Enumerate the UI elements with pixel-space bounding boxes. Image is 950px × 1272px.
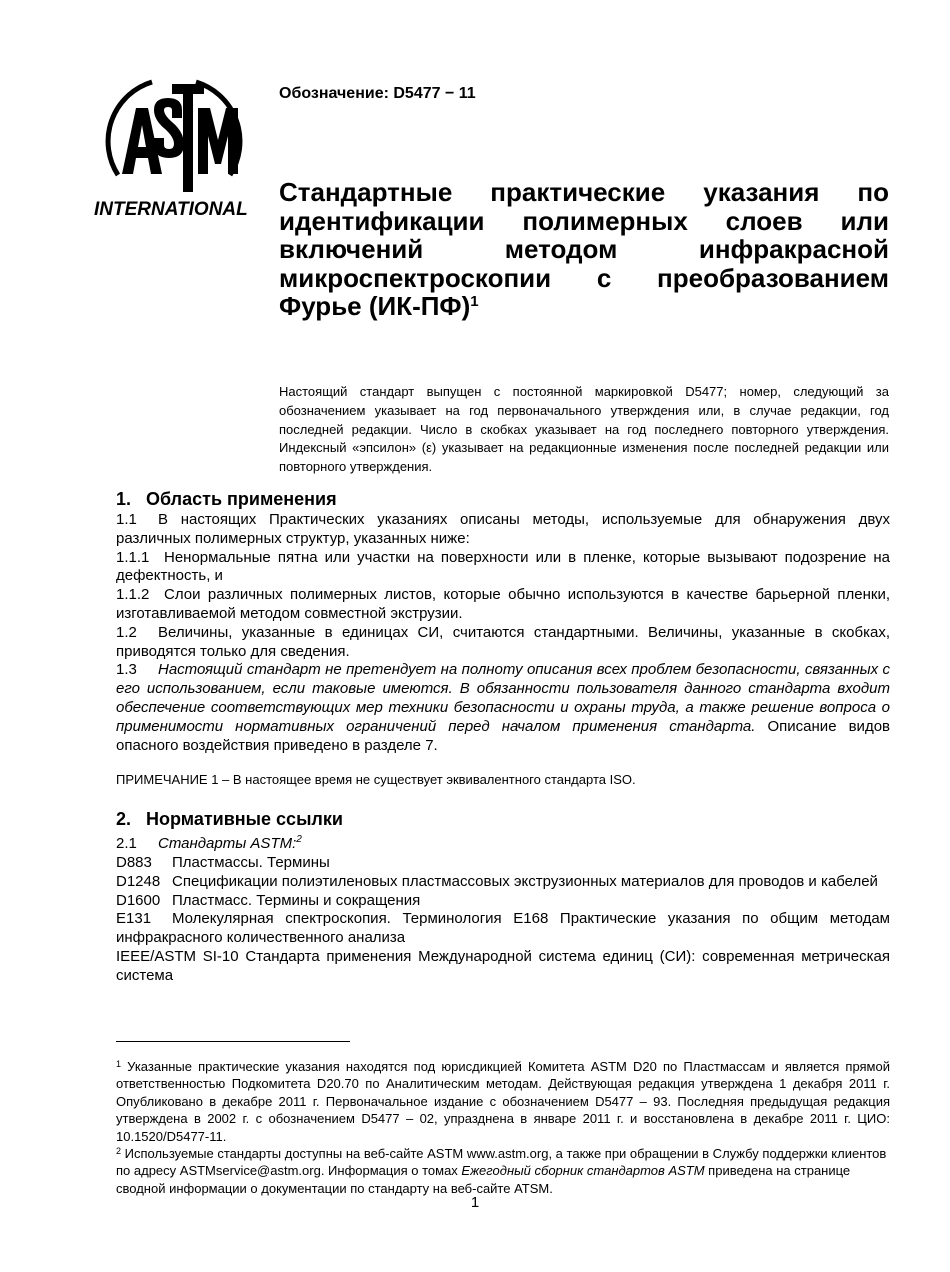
footnotes bbox=[116, 1058, 890, 1197]
paragraph-number: 1.1.1 bbox=[116, 548, 150, 566]
footnote-text: Используемые стандарты доступны на веб-сайте ASTM www.astm.org, а также при обращении в Службу поддержки клиентов по адресу ASTMservice@astm.org. Информация о томах bbox=[116, 1146, 887, 1179]
document-designation: Обозначение: D5477 − 11 bbox=[279, 85, 476, 102]
paragraph-text: Величины, указанные в единицах СИ, считаются стандартными. Величины, указанные в скобках, приводятся только для сведения. bbox=[116, 623, 890, 660]
reference-item bbox=[116, 910, 890, 948]
astm-international-logo bbox=[92, 70, 257, 220]
note-1: ПРИМЕЧАНИЕ 1 – В настоящее время не существует эквивалентного стандарта ISO. bbox=[116, 772, 636, 788]
logo-wordmark: INTERNATIONAL bbox=[94, 199, 248, 220]
paragraph-1-1-1 bbox=[116, 549, 890, 587]
reference-code[interactable]: D883 bbox=[116, 853, 152, 871]
paragraph-number: 1.2 bbox=[116, 623, 137, 641]
standard-notice: Настоящий стандарт выпущен с постоянной маркировкой D5477; номер, следующий за обозначением указывает на год первоначального утверждения или, в случае редакции, год последней редакции. Число в скобках указывает на год последнего повторного утверждения. Индексный «эпсилон» (ε) указывает на редакционные изменения после последней редакции или повторного утверждения. bbox=[279, 384, 889, 475]
reference-code[interactable]: D1600 bbox=[116, 891, 161, 909]
paragraph-text: Ненормальные пятна или участки на поверхности или в пленке, которые вызывают подозрение на дефектность, и bbox=[116, 548, 890, 585]
document-title bbox=[279, 178, 889, 321]
paragraph-number: 1.1.2 bbox=[116, 586, 150, 604]
section-1-number: 1. bbox=[116, 489, 132, 509]
paragraph-text: Описание видов опасного воздействия приведено в разделе 7. bbox=[116, 717, 891, 754]
footnote-text: приведена на странице сводной информации о документации по стандарту на веб-сайте ATSM. bbox=[116, 1163, 851, 1196]
paragraph-1-1 bbox=[116, 511, 890, 549]
title-text: Стандартные практические указания по идентификации полимерных слоев или включений методом инфракрасной микроспектроскопии с преобразованием Фурье (ИК-ПФ) bbox=[279, 177, 889, 321]
section-2-heading bbox=[116, 807, 890, 831]
reference-item bbox=[116, 948, 890, 986]
footnote-1 bbox=[116, 1058, 890, 1145]
section-2-title: Нормативные ссылки bbox=[146, 809, 343, 830]
reference-item bbox=[116, 873, 890, 892]
footnote-ref-2[interactable]: 2 bbox=[296, 834, 302, 846]
paragraph-2-1 bbox=[116, 831, 890, 854]
section-1-title: Область применения bbox=[146, 489, 337, 509]
paragraph-number: 1.1 bbox=[116, 511, 137, 528]
footnote-text: Указанные практические указания находятся под юрисдикцией Комитета ASTM D20 по Пластмассам и является прямой ответственностью Подкомитета D20.70 по Аналитическим методам. Действующая редакция утверждена 1 декабря 2011 г. Опубликовано в декабре 2011 г. Первоначальное издание с обозначением D5477 – 93. Последняя предыдущая редакция утверждена в 2002 г. с обозначением D5477 – 02, упразднена в январе 2011 г. и восстановлена в декабре 2011 г. ЦИО: 10.1520/D5477-11. bbox=[116, 1059, 890, 1144]
footnote-2 bbox=[116, 1145, 890, 1197]
page-number: 1 bbox=[470, 1194, 480, 1211]
section-2-number: 2. bbox=[116, 809, 132, 830]
footnote-separator bbox=[116, 1041, 350, 1042]
safety-statement: Настоящий стандарт не претендует на полноту описания всех проблем безопасности, связанных с его использованием, если таковые имеются. В обязанности пользователя данного стандарта входит обеспечение соответствующих мер техники безопасности и охраны труда, а также решение вопроса о применимости нормативных ограничений перед началом применения стандарта. bbox=[116, 661, 890, 735]
paragraph-1-3 bbox=[116, 661, 890, 755]
paragraph-text: Слои различных полимерных листов, которые обычно используются в качестве барьерной пленки, изготавливаемой методом совместной экструзии. bbox=[116, 586, 890, 622]
reference-title: Стандарта применения Международной система единиц (СИ): современная метрическая система bbox=[116, 947, 891, 984]
reference-title: Спецификации полиэтиленовых пластмассовых экструзионных материалов для проводов и кабелей bbox=[172, 872, 878, 890]
paragraph-1-1-2 bbox=[116, 586, 890, 624]
paragraph-number: 2.1 bbox=[116, 835, 137, 853]
section-1-heading bbox=[116, 487, 890, 511]
title-footnote-ref[interactable]: 1 bbox=[470, 293, 479, 310]
footnote-mark: 2 bbox=[116, 1146, 122, 1157]
reference-title: Пластмасс. Термины и сокращения bbox=[172, 891, 421, 909]
reference-title: Пластмассы. Термины bbox=[172, 853, 330, 871]
paragraph-text: В настоящих Практических указаниях описаны методы, используемые для обнаружения двух различных полимерных структур, указанных ниже: bbox=[116, 511, 890, 547]
reference-code[interactable]: E131 bbox=[116, 910, 152, 928]
reference-item bbox=[116, 892, 890, 911]
reference-item bbox=[116, 854, 890, 873]
reference-code[interactable]: D1248 bbox=[116, 872, 161, 890]
paragraph-text: Стандарты ASTM: bbox=[158, 835, 297, 853]
astm-logo-graphic bbox=[92, 70, 257, 220]
document-body bbox=[116, 487, 890, 986]
reference-title: Молекулярная спектроскопия. Терминология E168 Практические указания по общим методам инфракрасного количественного анализа bbox=[116, 910, 890, 947]
paragraph-number: 1.3 bbox=[116, 661, 137, 679]
footnote-italic-title: Ежегодный сборник стандартов ASTM bbox=[461, 1163, 705, 1179]
paragraph-1-2 bbox=[116, 624, 890, 662]
reference-code[interactable]: IEEE/ASTM SI-10 bbox=[116, 947, 239, 965]
footnote-mark: 1 bbox=[116, 1059, 122, 1069]
